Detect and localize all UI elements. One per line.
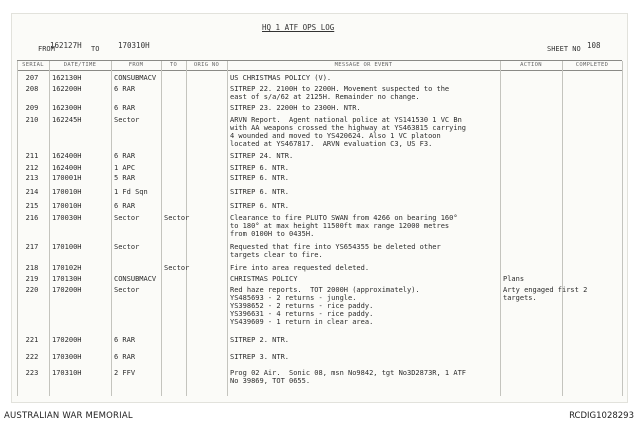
entry-message: Requested that fire into YS654355 be deleted other targets clear to fire.: [230, 243, 441, 259]
entry-dtg: 170130H: [52, 275, 82, 283]
entry-dtg: 170200H: [52, 336, 82, 344]
entry-dtg: 162400H: [52, 152, 82, 160]
entry-dtg: 170001H: [52, 174, 82, 182]
to-label: TO: [91, 45, 100, 53]
entry-from: 6 RAR: [114, 336, 136, 344]
archive-credit: AUSTRALIAN WAR MEMORIAL: [4, 411, 133, 421]
entry-from: 6 RAR: [114, 104, 136, 112]
to-value: 170310H: [118, 41, 150, 50]
entry-dtg: 170102H: [52, 264, 82, 272]
entry-dtg: 162130H: [52, 74, 82, 82]
entry-from: 6 RAR: [114, 152, 136, 160]
entry-dtg: 170010H: [52, 188, 82, 196]
from-value: 162127H: [50, 41, 82, 50]
entry-from: 6 RAR: [114, 353, 136, 361]
entry-to: Sector: [164, 264, 190, 272]
entry-from: 2 FFV: [114, 369, 136, 377]
entry-message: ARVN Report. Agent national police at YS141530 1 VC Bn with AA weapons crossed the highway at YS463815 carrying 4 wounded and moved to YS420624. Also 1 VC platoon located at YS467817. ARVN evaluation C3, US F3.: [230, 116, 467, 148]
entry-from: Sector: [114, 116, 140, 124]
entry-dtg: 170100H: [52, 243, 82, 251]
entry-message: SITREP 6. NTR.: [230, 202, 290, 210]
entry-message: Prog 02 Air. Sonic 08, msn No9842, tgt No3D2873R, 1 ATF No 39869, TOT 0655.: [230, 369, 467, 385]
entry-serial: 221: [25, 336, 39, 344]
entry-action: Plans: [503, 275, 525, 283]
entry-dtg: 162200H: [52, 85, 82, 93]
column-header-to: TO: [169, 62, 178, 68]
entry-message: SITREP 6. NTR.: [230, 164, 290, 172]
entry-message: SITREP 6. NTR.: [230, 188, 290, 196]
entry-to: Sector: [164, 214, 190, 222]
entry-from: Sector: [114, 243, 140, 251]
entry-serial: 213: [25, 174, 39, 182]
column-divider: [622, 61, 623, 396]
column-header-message: MESSAGE OR EVENT: [334, 62, 393, 68]
entry-serial: 215: [25, 202, 39, 210]
entry-serial: 222: [25, 353, 39, 361]
entry-dtg: 162245H: [52, 116, 82, 124]
column-header-action: ACTION: [520, 62, 542, 68]
entry-dtg: 170010H: [52, 202, 82, 210]
sheet-number-value: 108: [587, 41, 601, 50]
entry-message: Clearance to fire PLUTO SWAN from 4266 on bearing 160° to 180° at max height 11500ft max range 12000 metres from 0100H to 0435H.: [230, 214, 458, 238]
column-divider: [49, 61, 50, 396]
column-header-from: FROM: [128, 62, 144, 68]
entry-from: CONSUBMACV: [114, 74, 157, 82]
column-header-orig: ORIG NO: [193, 62, 220, 68]
entry-message: US CHRISTMAS POLICY (V).: [230, 74, 332, 82]
entry-message: SITREP 3. NTR.: [230, 353, 290, 361]
column-divider: [500, 61, 501, 396]
entry-message: SITREP 23. 2200H to 2300H. NTR.: [230, 104, 361, 112]
entry-message: SITREP 22. 2100H to 2200H. Movement suspected to the east of s/a/62 at 2125H. Remainder no change.: [230, 85, 450, 101]
entry-dtg: 170310H: [52, 369, 82, 377]
entry-dtg: 170300H: [52, 353, 82, 361]
entry-dtg: 170200H: [52, 286, 82, 294]
entry-message: SITREP 2. NTR.: [230, 336, 290, 344]
entry-from: 6 RAR: [114, 85, 136, 93]
column-header-dtg: DATE/TIME: [63, 62, 97, 68]
column-header-serial: SERIAL: [22, 62, 44, 68]
entry-serial: 214: [25, 188, 39, 196]
entry-message: Red haze reports. TOT 2000H (approximately). YS485693 - 2 returns - jungle. YS398652 - 2 returns - rice paddy. YS396631 - 4 returns - rice paddy. YS439609 - 1 return in clear area.: [230, 286, 420, 326]
entry-dtg: 162300H: [52, 104, 82, 112]
entry-action: Arty engaged targets.: [503, 286, 554, 302]
log-title: HQ 1 ATF OPS LOG: [262, 23, 335, 32]
column-divider: [562, 61, 563, 396]
entry-serial: 212: [25, 164, 39, 172]
entry-serial: 223: [25, 369, 39, 377]
column-header-completed: COMPLETED: [575, 62, 609, 68]
entry-serial: 220: [25, 286, 39, 294]
entry-serial: 218: [25, 264, 39, 272]
entry-message: CHRISTMAS POLICY: [230, 275, 298, 283]
column-divider: [227, 61, 228, 396]
entry-from: 1 APC: [114, 164, 136, 172]
entry-serial: 219: [25, 275, 39, 283]
from-label: FROM: [38, 45, 55, 53]
entry-serial: 211: [25, 152, 39, 160]
entry-message: SITREP 6. NTR.: [230, 174, 290, 182]
entry-message: SITREP 24. NTR.: [230, 152, 294, 160]
entry-serial: 216: [25, 214, 39, 222]
column-divider: [186, 61, 187, 396]
record-id: RCDIG1028293: [569, 411, 634, 421]
entry-from: Sector: [114, 214, 140, 222]
entry-from: CONSUBMACV: [114, 275, 157, 283]
column-divider: [161, 61, 162, 396]
entry-serial: 210: [25, 116, 39, 124]
table-header-rule: [17, 70, 622, 71]
table-top-rule: [17, 60, 622, 61]
column-divider: [111, 61, 112, 396]
entry-serial: 207: [25, 74, 39, 82]
entry-serial: 209: [25, 104, 39, 112]
entry-dtg: 170030H: [52, 214, 82, 222]
entry-from: 1 Fd Sqn: [114, 188, 148, 196]
entry-serial: 217: [25, 243, 39, 251]
entry-from: Sector: [114, 286, 140, 294]
entry-dtg: 162400H: [52, 164, 82, 172]
entry-message: Fire into area requested deleted.: [230, 264, 370, 272]
sheet-number-label: SHEET NO: [547, 45, 581, 53]
entry-from: 6 RAR: [114, 202, 136, 210]
entry-serial: 208: [25, 85, 39, 93]
entry-from: 5 RAR: [114, 174, 136, 182]
